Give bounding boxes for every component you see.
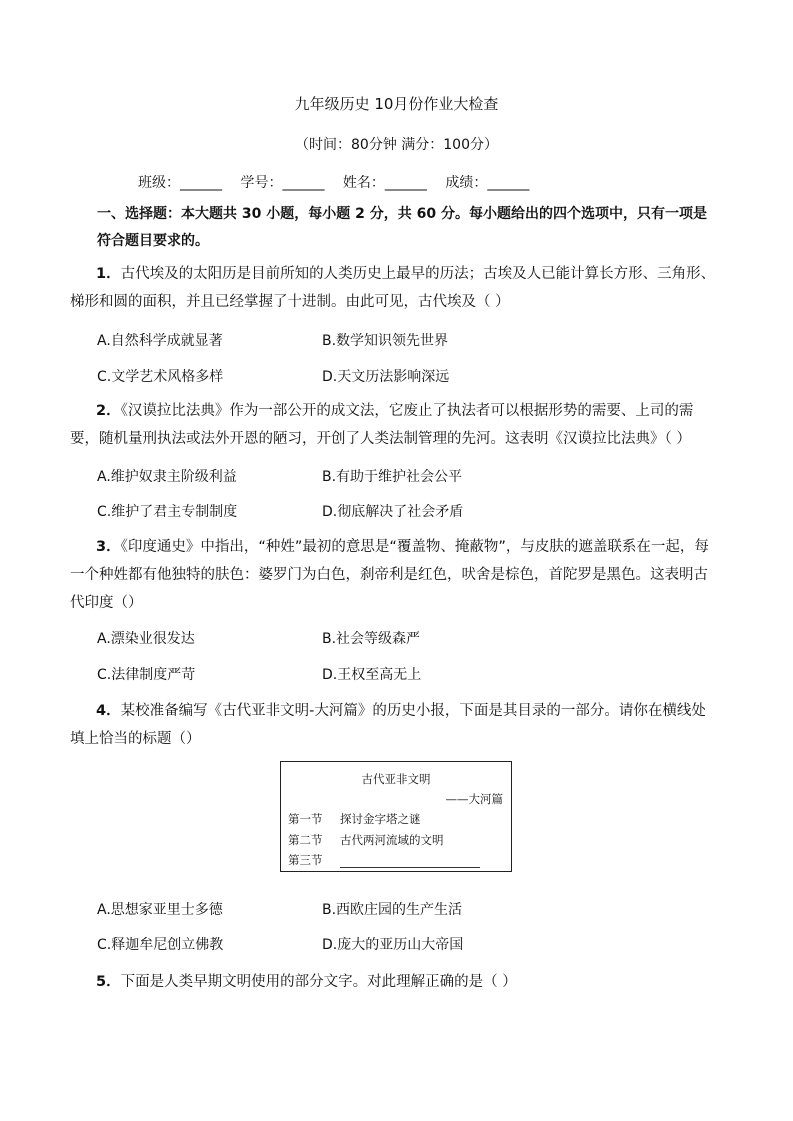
- option-3d: D.王权至高无上: [322, 667, 422, 683]
- question-text: 下面是人类早期文明使用的部分文字。对此理解正确的是（ ）: [120, 974, 517, 990]
- score-field: 成绩：______: [445, 175, 530, 191]
- option-4d: D.庞大的亚历山大帝国: [322, 937, 464, 953]
- toc-section-text: 探讨金字塔之谜: [340, 812, 421, 826]
- option-2b: B.有助于维护社会公平: [322, 469, 463, 485]
- option-1a: A.自然科学成就显著: [97, 333, 223, 349]
- question-number: 1．: [96, 266, 121, 282]
- student-number-field: 学号：______: [240, 175, 325, 191]
- question-number: 4．: [96, 703, 121, 719]
- question-2: [70, 397, 720, 453]
- answer-blank-line: [340, 857, 480, 868]
- toc-line-2: [288, 832, 444, 848]
- option-1c: C.文学艺术风格多样: [97, 369, 224, 385]
- class-field: 班级：______: [138, 175, 222, 191]
- toc-section-label: 第二节: [288, 833, 323, 847]
- toc-section-label: 第三节: [288, 853, 323, 867]
- option-4c: C.释迦牟尼创立佛教: [97, 937, 224, 953]
- toc-subtitle: ——大河篇: [445, 792, 503, 806]
- name-field: 姓名：______: [342, 175, 427, 191]
- option-3c: C.法律制度严苛: [97, 667, 196, 683]
- toc-title: 古代亚非文明: [361, 772, 431, 786]
- question-5: [70, 968, 720, 996]
- exam-subtitle: （时间：80分钟 满分：100分）: [295, 137, 498, 153]
- question-text: 《印度通史》中指出，“种姓”最初的意思是“覆盖物、掩蔽物”，与皮肤的遮盖联系在一起，每一个种姓都有他独特的肤色：婆罗门为白色，刹帝利是红色，吠舍是棕色，首陀罗是黑色。这表明古代印度（）: [70, 539, 709, 611]
- question-3: [70, 533, 720, 617]
- student-info-row: [138, 172, 543, 192]
- question-number: 3．: [96, 539, 121, 555]
- option-1b: B.数学知识领先世界: [322, 333, 449, 349]
- exam-title: 九年级历史 10月份作业大检查: [294, 95, 499, 113]
- question-number: 5．: [96, 974, 121, 990]
- section-heading: 一、选择题：本大题共 30 小题，每小题 2 分，共 60 分。每小题给出的四个选项中，只有一项是符合题目要求的。: [97, 206, 707, 249]
- question-1: [70, 260, 720, 316]
- option-4a: A.思想家亚里士多德: [97, 902, 223, 918]
- toc-figure: [280, 761, 512, 872]
- question-4: [70, 697, 720, 753]
- option-3b: B.社会等级森严: [322, 631, 421, 647]
- option-2a: A.维护奴隶主阶级利益: [97, 469, 237, 485]
- question-text: 古代埃及的太阳历是目前所知的人类历史上最早的历法；古埃及人已能计算长方形、三角形、梯形和圆的面积，并且已经掌握了十进制。由此可见，古代埃及（ ）: [70, 266, 716, 310]
- question-text: 《汉谟拉比法典》作为一部公开的成文法，它废止了执法者可以根据形势的需要、上司的需要，随机量刑执法或法外开恩的陋习，开创了人类法制管理的先河。这表明《汉谟拉比法典》（ ）: [70, 403, 694, 447]
- option-1d: D.天文历法影响深远: [322, 369, 450, 385]
- option-4b: B.西欧庄园的生产生活: [322, 902, 463, 918]
- option-2c: C.维护了君主专制制度: [97, 504, 238, 520]
- toc-line-1: [288, 811, 421, 827]
- question-text: 某校准备编写《古代亚非文明-大河篇》的历史小报，下面是其目录的一部分。请你在横线处填上恰当的标题（）: [70, 703, 706, 747]
- toc-line-3: [288, 852, 480, 868]
- option-2d: D.彻底解决了社会矛盾: [322, 504, 464, 520]
- question-number: 2．: [96, 403, 121, 419]
- toc-section-text: 古代两河流域的文明: [340, 833, 444, 847]
- option-3a: A.漂染业很发达: [97, 631, 195, 647]
- toc-section-label: 第一节: [288, 812, 323, 826]
